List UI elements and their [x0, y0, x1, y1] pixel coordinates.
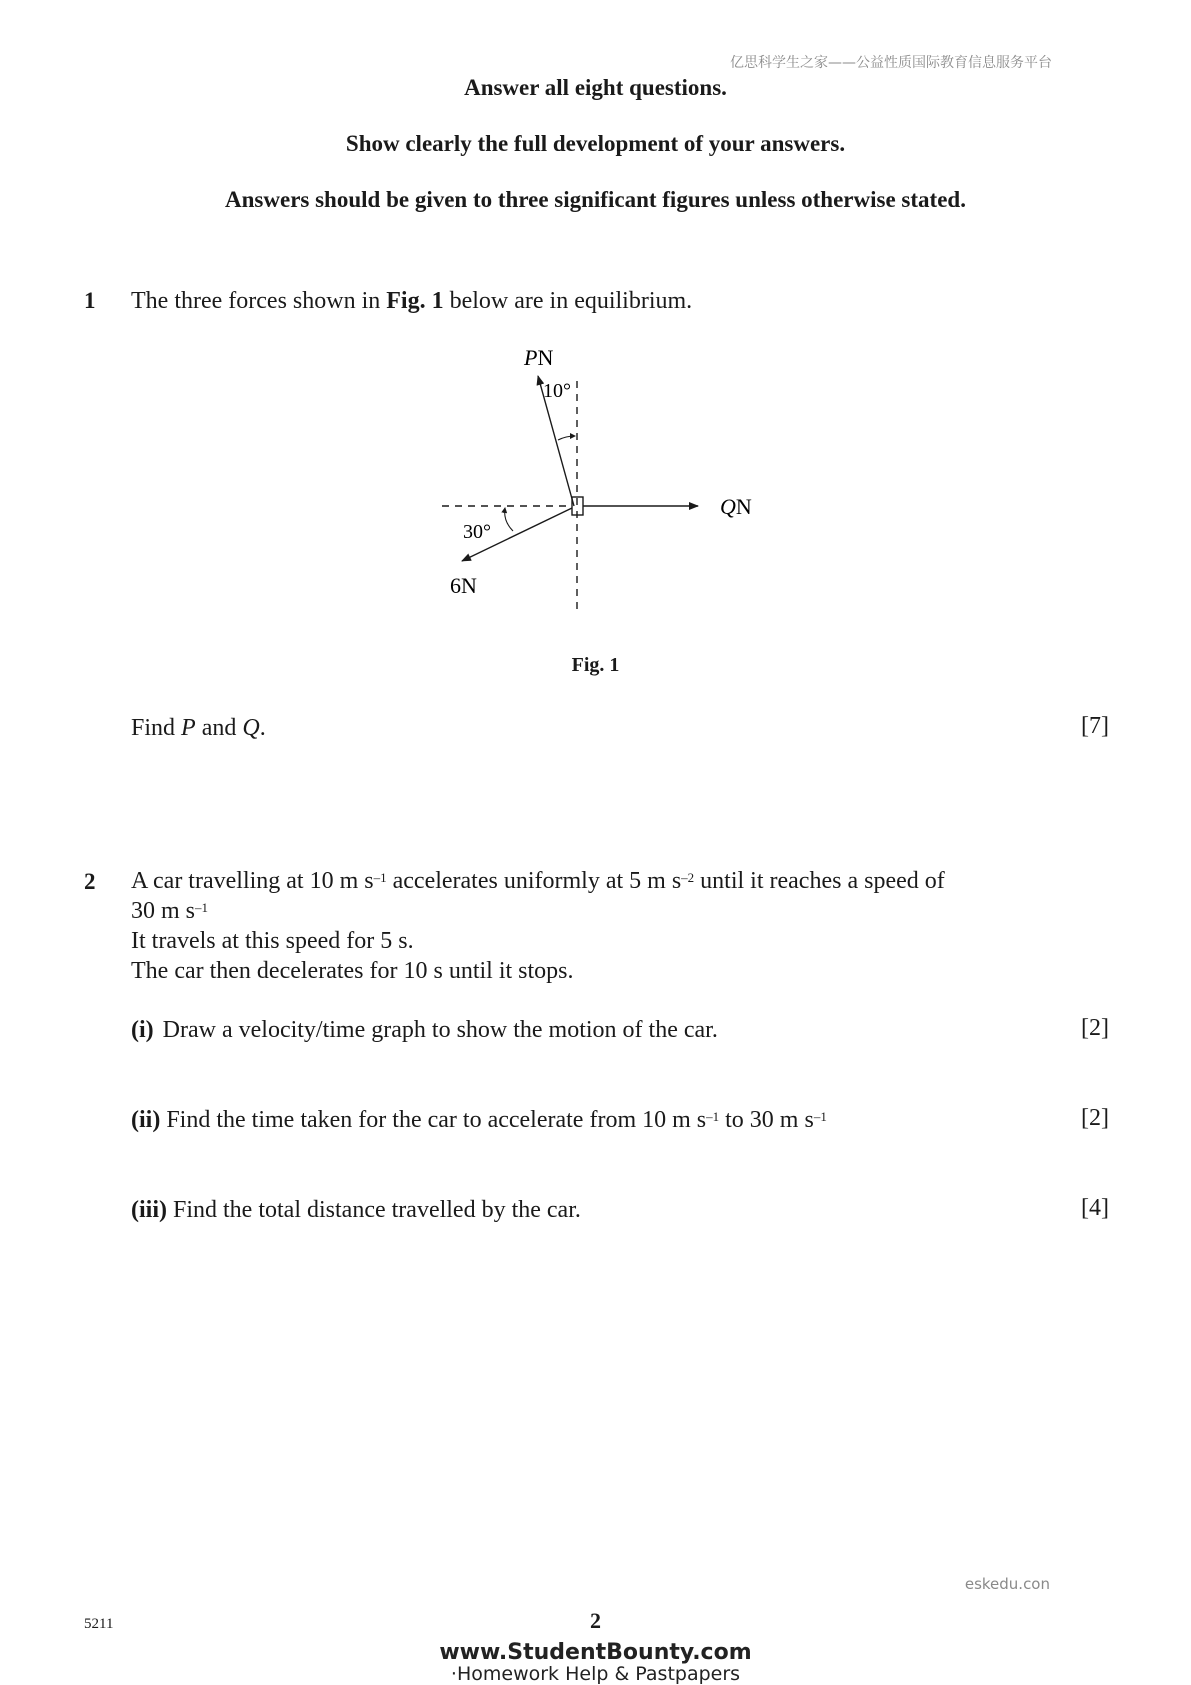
q2-part-ii-label: (ii) — [131, 1107, 161, 1133]
q2-part-i-label: (i) — [131, 1017, 154, 1043]
q2-part-iii-label: (iii) — [131, 1197, 167, 1223]
studentbounty-link[interactable]: www.StudentBounty.com — [439, 1640, 752, 1665]
q1-find-and: and — [195, 715, 243, 741]
q2-part-i-marks: [2] — [1081, 1015, 1109, 1041]
q1-text-pre: The three forces shown in — [131, 288, 387, 314]
q2-line-3: It travels at this speed for 5 s. — [131, 928, 414, 954]
instruction-line-1: Answer all eight questions. — [464, 75, 727, 100]
question-1-task — [131, 713, 266, 743]
angle-10-arc — [558, 436, 575, 440]
q1-find-P: P — [181, 715, 196, 741]
header-watermark: 亿思科学生之家——公益性质国际教育信息服务平台 — [730, 55, 1052, 71]
force-6N-label: 6N — [450, 573, 477, 598]
q1-fig-ref: Fig. 1 — [386, 288, 444, 314]
q2-line-2: 30 m $s^{-1}$ — [131, 898, 209, 924]
question-1-number: 1 — [84, 288, 96, 313]
q2-part-iii-marks: [4] — [1081, 1195, 1109, 1221]
angle-30-label: 30° — [463, 521, 491, 543]
footer-watermark: eskedu.con — [964, 1575, 1050, 1593]
q2-line-4: The car then decelerates for 10 s until it stops. — [131, 958, 574, 984]
force-P-label: PN — [524, 345, 554, 370]
instruction-line-2: Show clearly the full development of your answers. — [345, 131, 846, 156]
q2-part-i-text: Draw a velocity/time graph to show the motion of the car. — [162, 1017, 718, 1043]
question-2-number: 2 — [84, 869, 96, 894]
angle-30-arc — [505, 508, 513, 531]
question-1-stem — [131, 286, 692, 316]
angle-10-label: 10° — [543, 380, 571, 402]
page-number: 2 — [590, 1608, 601, 1633]
q1-find-pre: Find — [131, 715, 182, 741]
paper-code: 5211 — [84, 1616, 114, 1632]
q1-text-post: below are in equilibrium. — [443, 288, 693, 314]
q2-part-iii — [131, 1195, 581, 1225]
q2-part-i — [131, 1015, 718, 1045]
q1-find-end: . — [259, 715, 266, 741]
q2-part-ii: (ii) Find the time taken for the car to accelerate from 10 m $s^{-1}$ to 30 m $s^{-1}$ — [131, 1107, 827, 1133]
q2-part-ii-marks: [2] — [1081, 1105, 1109, 1131]
question-2-stem — [131, 866, 1031, 986]
force-Q-label: QN — [720, 494, 752, 519]
force-diagram — [400, 325, 780, 625]
q2-line-1: A car travelling at 10 m $s^{-1}$ accelerates uniformly at 5 m $s^{-2}$ until it reaches a speed of — [131, 868, 945, 894]
question-1-marks: [7] — [1081, 713, 1109, 739]
instruction-line-3: Answers should be given to three significant figures unless otherwise stated. — [225, 187, 966, 212]
studentbounty-tagline: ·Homework Help & Pastpapers — [450, 1663, 741, 1685]
figure-caption: Fig. 1 — [571, 654, 620, 676]
q1-find-Q: Q — [242, 715, 260, 741]
q2-part-iii-text: Find the total distance travelled by the car. — [173, 1197, 581, 1223]
